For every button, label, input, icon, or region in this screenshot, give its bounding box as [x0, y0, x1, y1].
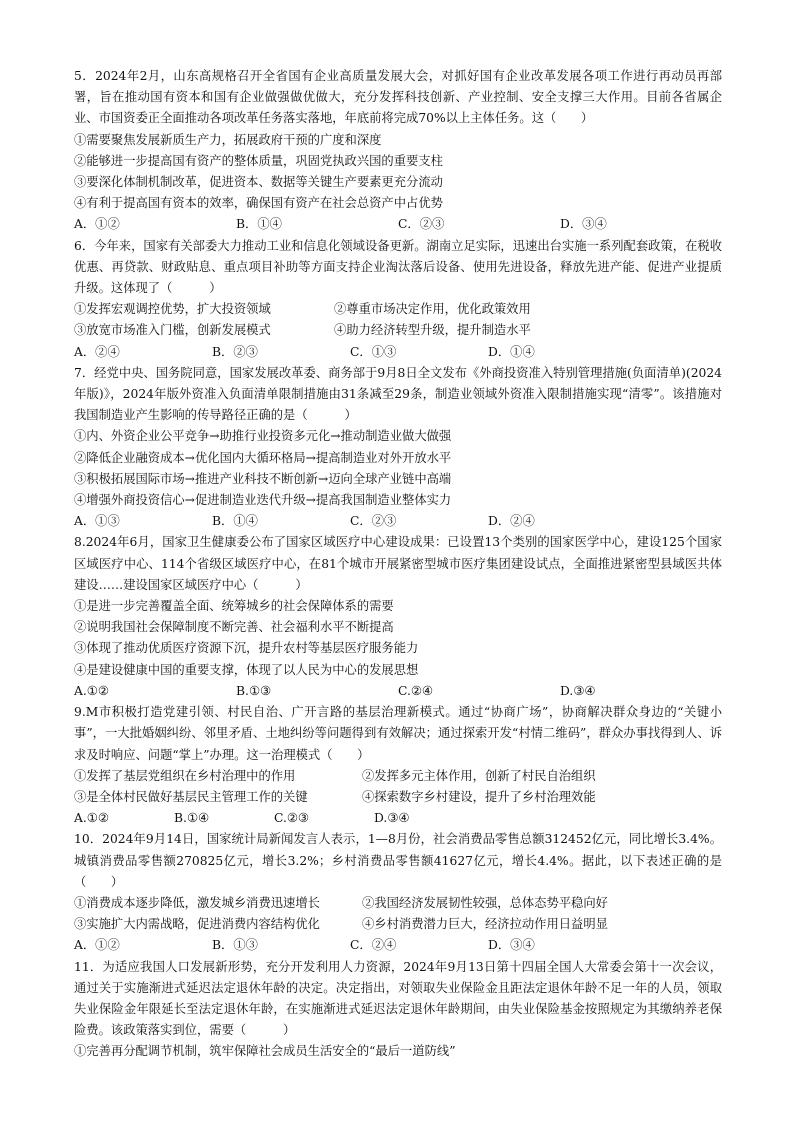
answer-statement: ③实施扩大内需战略，促进消费内容结构优化	[74, 917, 320, 932]
choice-options	[74, 511, 722, 532]
question-8	[74, 532, 722, 702]
choice-d[interactable]: D．③④	[560, 217, 607, 232]
choice-a[interactable]: A.①②	[74, 811, 109, 826]
answer-statement-row	[74, 766, 722, 787]
answer-statement: ④有利于提高国有资本的效率，确保国有资产在社会总资产中占优势	[74, 196, 443, 211]
choice-b[interactable]: B．①④	[236, 217, 282, 232]
choice-a[interactable]: A．①③	[74, 514, 120, 529]
choice-options	[74, 808, 722, 829]
answer-statement: ④乡村消费潜力巨大，经济拉动作用日益明显	[362, 917, 608, 932]
answer-statement: ①是进一步完善覆盖全面、统筹城乡的社会保障体系的需要	[74, 599, 394, 614]
answer-statement: ④助力经济转型升级，提升制造水平	[334, 323, 531, 338]
choice-c[interactable]: C.②③	[274, 811, 309, 826]
answer-statement: ②尊重市场决定作用，优化政策效用	[334, 302, 531, 317]
answer-statement: ①内、外资企业公平竞争→助推行业投资多元化→推动制造业做大做强	[74, 429, 452, 444]
answer-statement: ①发挥宏观调控优势，扩大投资领域	[74, 302, 271, 317]
question-11	[74, 957, 722, 1063]
choice-a[interactable]: A．②④	[74, 344, 120, 359]
choice-c[interactable]: C．②③	[398, 217, 445, 232]
choice-c[interactable]: C．②③	[350, 514, 397, 529]
answer-statement: ③是全体村民做好基层民主管理工作的关键	[74, 789, 308, 804]
answer-statement: ④是建设健康中国的重要支撑，体现了以人民为中心的发展思想	[74, 662, 419, 677]
question-stem: 5．2024年2月，山东高规格召开全省国有企业高质量发展大会，对抓好国有企业改革发展各项工作进行再动员再部署，旨在推动国有资本和国有企业做强做优做大，充分发挥科技创新、产业控制、安全支撑三大作用。目前各省属企业、市国资委正全面推动各项改革任务落实落地，年底前将完成70%以上主体任务。这（ ）	[74, 69, 722, 126]
answer-statement: ③放宽市场准入门槛，创新发展模式	[74, 323, 271, 338]
choice-c[interactable]: C．②④	[350, 938, 397, 953]
choice-b[interactable]: B．②③	[212, 344, 258, 359]
answer-statement: ②我国经济发展韧性较强，总体态势平稳向好	[362, 895, 608, 910]
answer-statement: ④探索数字乡村建设，提升了乡村治理效能	[362, 789, 596, 804]
choice-b[interactable]: B．①④	[212, 514, 258, 529]
answer-statement: ①消费成本逐步降低，激发城乡消费迅速增长	[74, 895, 320, 910]
question-stem: 10．2024年9月14日，国家统计局新闻发言人表示，1—8月份，社会消费品零售总额312452亿元，同比增长3.4%。城镇消费品零售额270825亿元，增长3.2%；乡村消费品零售额41627亿元，增长4.4%。据此，以下表述正确的是（ ）	[74, 832, 722, 889]
question-10	[74, 829, 722, 956]
choice-options	[74, 214, 722, 235]
choice-options	[74, 935, 722, 956]
answer-statement: ②发挥多元主体作用，创新了村民自治组织	[362, 768, 596, 783]
question-stem: 6．今年来，国家有关部委大力推动工业和信息化领域设备更新。湖南立足实际，迅速出台实施一系列配套政策，在税收优惠、再贷款、财政贴息、重点项目补助等方面支持企业淘汰落后设备、使用先进设备，释放先进产能、促进产业提质升级。这体现了（ ）	[74, 238, 722, 296]
question-9	[74, 702, 722, 829]
answer-statement-row	[74, 320, 722, 341]
answer-statement: ①发挥了基层党组织在乡村治理中的作用	[74, 768, 296, 783]
choice-b[interactable]: B．①③	[212, 938, 258, 953]
choice-b[interactable]: B.①④	[174, 811, 209, 826]
choice-options	[74, 681, 722, 702]
choice-c[interactable]: C.②④	[398, 683, 433, 698]
question-7	[74, 363, 722, 533]
choice-b[interactable]: B.①③	[236, 683, 271, 698]
answer-statement: ③积极拓展国际市场→推进产业科技不断创新→迈向全球产业链中高端	[74, 471, 452, 486]
choice-d[interactable]: D.③④	[374, 811, 410, 826]
question-stem: 11．为适应我国人口发展新形势，充分开发利用人力资源，2024年9月13日第十四届全国人大常委会第十一次会议，通过关于实施渐进式延迟法定退休年龄的决定。决定指出，对领取失业保险金且距法定退休年龄不足一年的人员，领取失业保险金年限延长至法定退休年龄，在实施渐进式延迟法定退休年龄期间，由失业保险基金按照规定为其缴纳养老保险费。该政策落实到位，需要（ ）	[74, 959, 722, 1038]
answer-statement: ④增强外商投资信心→促进制造业迭代升级→提高我国制造业整体实力	[74, 493, 452, 508]
answer-statement-row	[74, 914, 722, 935]
answer-statement: ②说明我国社会保障制度不断完善、社会福利水平不断提高	[74, 620, 394, 635]
exam-page	[74, 66, 722, 1063]
answer-statement-row	[74, 299, 722, 320]
question-stem: 9.M市积极打造党建引领、村民自治、广开言路的基层治理新模式。通过“协商广场”，协商解决群众身边的“关键小事”，一大批婚姻纠纷、邻里矛盾、土地纠纷等问题得到有效解决；通过探索开发“村情二维码”，群众办事找得到人、诉求及时响应、问题“掌上”办理。这一治理模式（ ）	[74, 705, 722, 762]
choice-d[interactable]: D．③④	[488, 938, 535, 953]
choice-a[interactable]: A．①②	[74, 938, 120, 953]
choice-d[interactable]: D.③④	[560, 683, 596, 698]
answer-statement: ③体现了推动优质医疗资源下沉，提升农村等基层医疗服务能力	[74, 641, 419, 656]
question-6	[74, 236, 722, 363]
answer-statement-row	[74, 893, 722, 914]
answer-statement: ①需要聚焦发展新质生产力，拓展政府干预的广度和深度	[74, 132, 382, 147]
answer-statement: ②能够进一步提高国有资产的整体质量，巩固党执政兴国的重要支柱	[74, 153, 443, 168]
question-stem: 7．经党中央、国务院同意，国家发展改革委、商务部于9月8日全文发布《外商投资准入特别管理措施(负面清单)(2024年版)》，2024年版外资准入负面清单限制措施由31条减至29条，制造业领域外资准入限制措施实现“清零”。该措施对我国制造业产生影响的传导路径正确的是（ ）	[74, 365, 722, 423]
question-5	[74, 66, 722, 236]
choice-a[interactable]: A.①②	[74, 683, 109, 698]
answer-statement: ②降低企业融资成本→优化国内大循环格局→提高制造业对外开放水平	[74, 450, 452, 465]
answer-statement: ①完善再分配调节机制，筑牢保障社会成员生活安全的“最后一道防线”	[74, 1044, 456, 1059]
answer-statement-row	[74, 787, 722, 808]
answer-statement: ③要深化体制机制改革，促进资本、数据等关键生产要素更充分流动	[74, 175, 443, 190]
choice-c[interactable]: C．①③	[350, 344, 397, 359]
choice-d[interactable]: D．①④	[488, 344, 535, 359]
choice-d[interactable]: D．②④	[488, 514, 535, 529]
choice-options	[74, 342, 722, 363]
choice-a[interactable]: A．①②	[74, 217, 120, 232]
question-stem: 8.2024年6月，国家卫生健康委公布了国家区域医疗中心建设成果：已设置13个类别的国家医学中心，建设125个国家区域医疗中心、114个省级区域医疗中心，在81个城市开展紧密型城市医疗集团建设试点，全面推进紧密型县域医共体建设……建设国家区域医疗中心（ ）	[74, 535, 722, 592]
